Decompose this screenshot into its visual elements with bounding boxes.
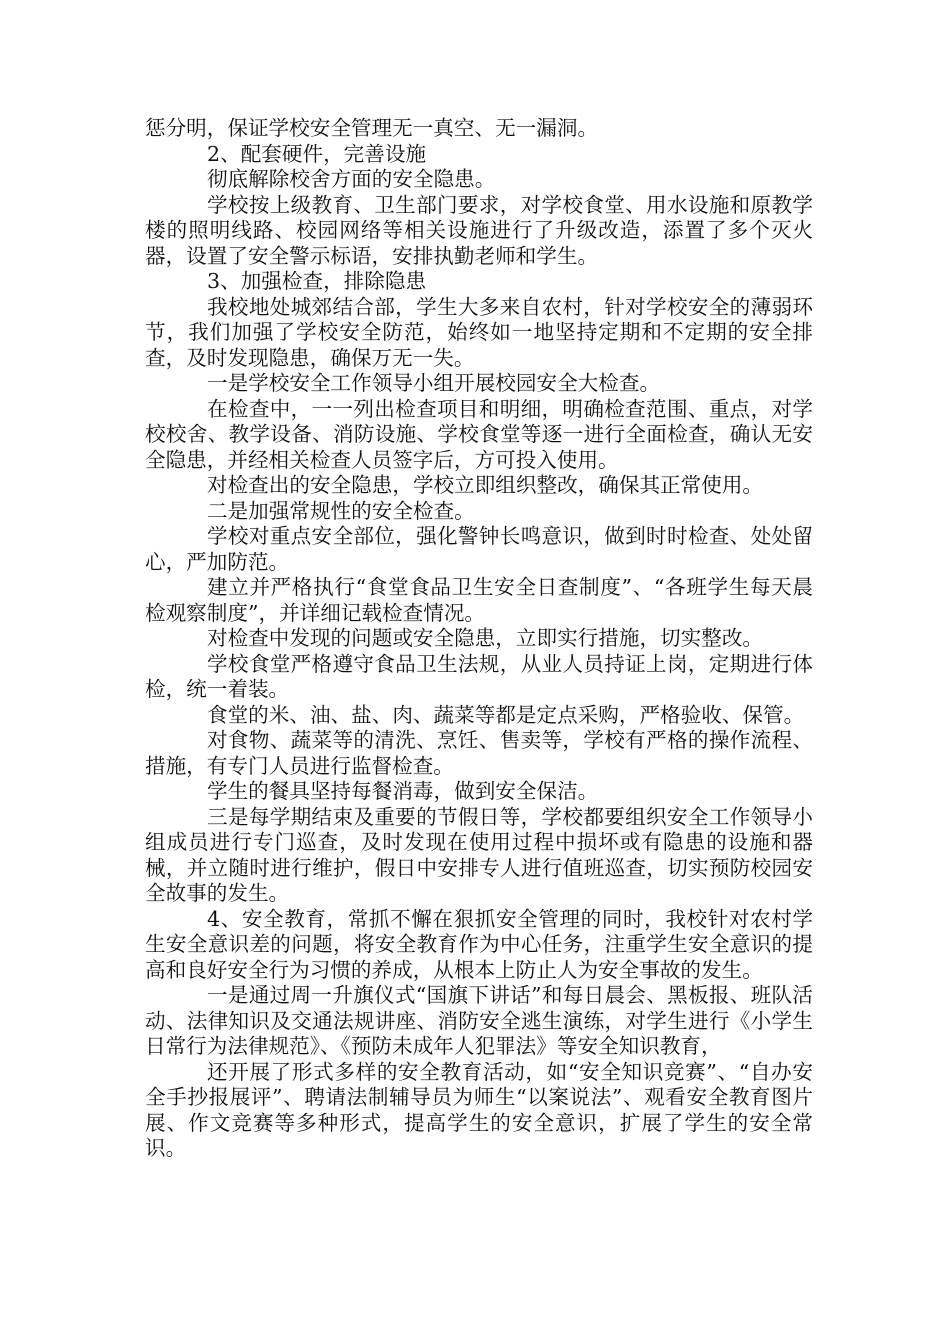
paragraph: 学校食堂严格遵守食品卫生法规，从业人员持证上岗，定期进行体检，统一着装。 <box>145 651 813 701</box>
paragraph: 惩分明，保证学校安全管理无一真空、无一漏洞。 <box>145 116 599 140</box>
paragraph: 对检查出的安全隐患，学校立即组织整改，确保其正常使用。 <box>207 473 764 497</box>
document-body <box>145 116 813 1162</box>
paragraph: 学校按上级教育、卫生部门要求，对学校食堂、用水设施和原教学楼的照明线路、校园网络等相关设施进行了升级改造，添置了多个灭火器，设置了安全警示标语，安排执勤老师和学生。 <box>145 192 813 268</box>
section-heading: 4、安全教育，常抓不懈在狠抓安全管理的同时，我校针对农村学生安全意识差的问题，将安全教育作为中心任务，注重学生安全意识的提高和良好安全行为习惯的养成，从根本上防止人为安全事故的发生。 <box>145 906 813 982</box>
paragraph: 建立并严格执行“食堂食品卫生安全日查制度”、“各班学生每天晨检观察制度”，并详细记载检查情况。 <box>145 575 813 625</box>
paragraph: 对检查中发现的问题或安全隐患，立即实行措施，切实整改。 <box>207 626 764 650</box>
paragraph: 在检查中，一一列出检查项目和明细，明确检查范围、重点，对学校校舍、教学设备、消防设施、学校食堂等逐一进行全面检查，确认无安全隐患，并经相关检查人员签字后，方可投入使用。 <box>145 396 813 472</box>
section-heading: 3、加强检查，排除隐患 <box>207 269 427 293</box>
paragraph: 一是通过周一升旗仪式“国旗下讲话”和每日晨会、黑板报、班队活动、法律知识及交通法规讲座、消防安全逃生演练，对学生进行《小学生日常行为法律规范》、《预防未成年人犯罪法》等安全知识教育， <box>145 983 813 1058</box>
paragraph: 还开展了形式多样的安全教育活动，如“安全知识竞赛”、“自办安全手抄报展评”、聘请法制辅导员为师生“以案说法”、观看安全教育图片展、作文竞赛等多种形式，提高学生的安全意识，扩展了学生的安全常识。 <box>145 1059 813 1160</box>
paragraph: 二是加强常规性的安全检查。 <box>207 498 475 523</box>
paragraph: 一是学校安全工作领导小组开展校园安全大检查。 <box>207 371 661 395</box>
paragraph: 学生的餐具坚持每餐消毒，做到安全保洁。 <box>207 779 599 803</box>
paragraph: 彻底解除校舍方面的安全隐患。 <box>207 167 496 191</box>
section-heading: 2、配套硬件，完善设施 <box>207 141 427 166</box>
paragraph: 我校地处城郊结合部，学生大多来自农村，针对学校安全的薄弱环节，我们加强了学校安全防范，始终如一地坚持定期和不定期的安全排查，及时发现隐患，确保万无一失。 <box>145 294 813 370</box>
paragraph: 三是每学期结束及重要的节假日等，学校都要组织安全工作领导小组成员进行专门巡查，及时发现在使用过程中损坏或有隐患的设施和器械，并立随时进行维护，假日中安排专人进行值班巡查，切实预防校园安全故事的发生。 <box>145 804 813 905</box>
paragraph: 食堂的米、油、盐、肉、蔬菜等都是定点采购，严格验收、保管。 <box>207 702 805 727</box>
paragraph: 学校对重点安全部位，强化警钟长鸣意识，做到时时检查、处处留心，严加防范。 <box>145 524 813 574</box>
paragraph: 对食物、蔬菜等的清洗、烹饪、售卖等，学校有严格的操作流程、措施，有专门人员进行监督检查。 <box>145 728 813 778</box>
